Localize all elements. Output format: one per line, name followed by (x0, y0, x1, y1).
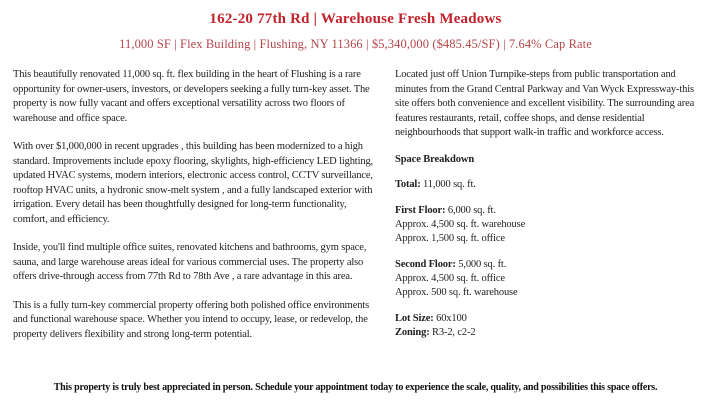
description-column (13, 68, 378, 356)
first-floor-group (395, 204, 698, 245)
description-paragraph-2: With over $1,000,000 in recent upgrades , this building has been modernized to a high standard. Improvements include epoxy flooring, skylights, high-efficiency LED lighting, updated HVAC systems, modern interiors, electronic access control, CCTV surveillance, rooftop HVAC units, a hydronic snow-melt system , and a fully landscaped exterior with irrigation. Every detail has been thoughtfully designed for long-term functionality, comfort, and efficiency. (13, 141, 374, 225)
first-floor-line (395, 204, 698, 218)
zoning-line (395, 326, 698, 340)
description-paragraph-3: Inside, you'll find multiple office suites, renovated kitchens and bathrooms, gym space, sauna, and large warehouse areas ideal for various commercial uses. The property also offers drive-through access from 77th Rd to 78th Ave , a rare advantage in this area. (13, 242, 367, 282)
lot-zoning-group (395, 312, 698, 339)
first-floor-label: First Floor: (395, 205, 446, 217)
second-floor-value: 5,000 sq. ft. (458, 259, 507, 271)
description-paragraph-4: This is a fully turn-key commercial property offering both polished office environments and functional warehouse space. Whether you intend to occupy, lease, or redevelop, the property delivers flexibility and strong long-term potential. (13, 299, 370, 340)
lot-size-line (395, 312, 698, 326)
listing-header (0, 0, 711, 52)
space-breakdown-heading: Space Breakdown (395, 153, 475, 165)
total-group (395, 178, 698, 192)
call-to-action-footer: This property is truly best appreciated in person. Schedule your appointment today to experience the scale, quality, and possibilities this space offers. (53, 382, 658, 393)
zoning-value: R3-2, c2-2 (432, 327, 476, 339)
second-floor-detail-2: Approx. 500 sq. ft. warehouse (395, 286, 518, 298)
listing-title: 162-20 77th Rd | Warehouse Fresh Meadows (209, 11, 502, 27)
listing-subtitle: 11,000 SF | Flex Building | Flushing, NY 11366 | $5,340,000 ($485.45/SF) | 7.64% Cap Rate (119, 37, 592, 51)
zoning-label: Zoning: (395, 327, 430, 339)
second-floor-line (395, 258, 698, 272)
total-line (395, 178, 698, 192)
first-floor-value: 6,000 sq. ft. (447, 205, 496, 217)
total-label: Total: (395, 178, 421, 190)
total-value: 11,000 sq. ft. (423, 178, 476, 190)
second-floor-group (395, 258, 698, 299)
details-column (395, 68, 698, 356)
location-paragraph: Located just off Union Turnpike-steps from public transportation and minutes from the Grand Central Parkway and Van Wyck Expressway-this site offers both convenience and excellent visibility. The surrounding area features restaurants, retail, coffee shops, and dense residential neighbourhoods that support walk-in traffic and workforce access. (395, 69, 695, 138)
description-paragraph-1: This beautifully renovated 11,000 sq. ft. flex building in the heart of Flushing is a rare opportunity for owner-users, investors, or developers seeking a fully turn-key asset. The property is now fully vacant and offers exceptional versatility across two floors of warehouse and office space. (13, 69, 370, 124)
first-floor-detail-1: Approx. 4,500 sq. ft. warehouse (395, 218, 526, 230)
lot-size-value: 60x100 (436, 313, 467, 325)
first-floor-detail-2: Approx. 1,500 sq. ft. office (395, 232, 505, 244)
lot-size-label: Lot Size: (395, 313, 434, 325)
listing-body (13, 68, 698, 356)
second-floor-label: Second Floor: (395, 259, 456, 271)
second-floor-detail-1: Approx. 4,500 sq. ft. office (395, 273, 505, 285)
